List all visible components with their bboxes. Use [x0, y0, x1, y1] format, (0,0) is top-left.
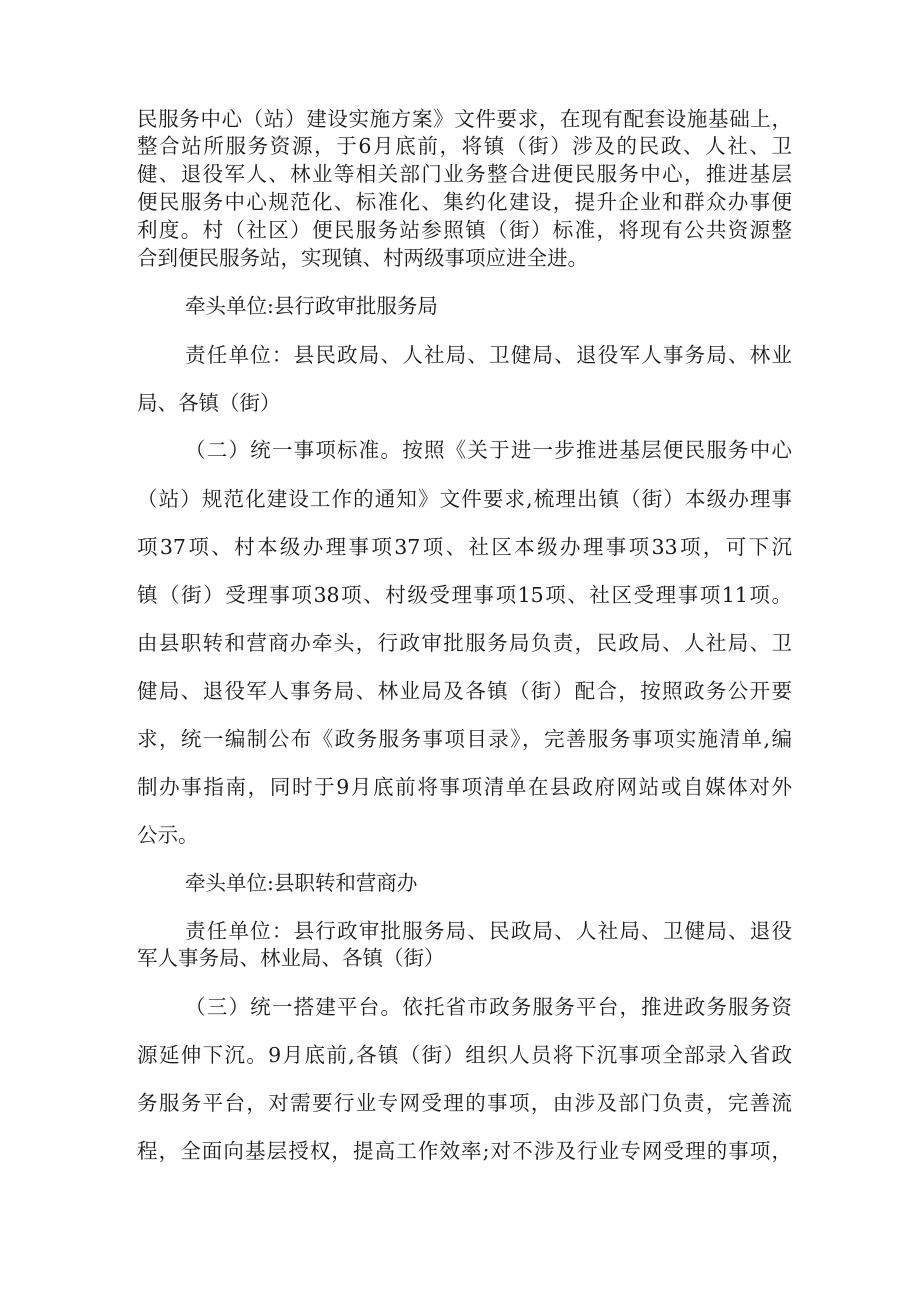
text-line: 由县职转和营商办牵头，行政审批服务局负责，民政局、人社局、卫 — [137, 631, 792, 655]
text-line: 程，全面向基层授权，提高工作效率;对不涉及行业专网受理的事项， — [137, 1139, 792, 1163]
text-line: （站）规范化建设工作的通知》文件要求,梳理出镇（街）本级办理事 — [137, 487, 792, 511]
text-line: 制办事指南，同时于9月底前将事项清单在县政府网站或自媒体对外 — [137, 775, 792, 799]
text-line: 公示。 — [137, 823, 199, 847]
text-line: 项37项、村本级办理事项37项、社区本级办理事项33项，可下沉 — [137, 535, 792, 559]
lead-unit-line: 牵头单位:县职转和营商办 — [185, 871, 418, 895]
section-heading-line: （三）统一搭建平台。依托省市政务服务平台，推进政务服务资 — [185, 995, 792, 1019]
text-line: 健、退役军人、林业等相关部门业务整合进便民服务中心，推进基层 — [137, 162, 792, 186]
text-line: 整合站所服务资源，于6月底前，将镇（街）涉及的民政、人社、卫 — [137, 134, 792, 158]
text-line: 求，统一编制公布《政务服务事项目录》，完善服务事项实施清单,编 — [137, 727, 792, 751]
text-line: 军人事务局、林业局、各镇（街） — [137, 946, 445, 970]
text-line: 合到便民服务站，实现镇、村两级事项应进全进。 — [137, 246, 588, 270]
text-line: 务服务平台，对需要行业专网受理的事项，由涉及部门负责，完善流 — [137, 1091, 792, 1115]
lead-unit-line: 牵头单位:县行政审批服务局 — [185, 294, 438, 318]
section-heading-line: （二）统一事项标准。按照《关于进一步推进基层便民服务中心 — [185, 438, 792, 462]
text-line: 镇（街）受理事项38项、村级受理事项15项、社区受理事项11项。 — [137, 583, 792, 607]
text-line: 局、各镇（街） — [137, 391, 281, 415]
text-line: 民服务中心（站）建设实施方案》文件要求，在现有配套设施基础上， — [137, 107, 792, 131]
text-line: 源延伸下沉。9月底前,各镇（街）组织人员将下沉事项全部录入省政 — [137, 1043, 792, 1067]
responsible-unit-line: 责任单位：县民政局、人社局、卫健局、退役军人事务局、林业 — [185, 343, 792, 367]
text-line: 健局、退役军人事务局、林业局及各镇（街）配合，按照政务公开要 — [137, 679, 792, 703]
text-line: 便民服务中心规范化、标准化、集约化建设，提升企业和群众办事便 — [137, 190, 792, 214]
responsible-unit-line: 责任单位：县行政审批服务局、民政局、人社局、卫健局、退役 — [185, 919, 792, 943]
text-line: 利度。村（社区）便民服务站参照镇（街）标准，将现有公共资源整 — [137, 218, 792, 242]
